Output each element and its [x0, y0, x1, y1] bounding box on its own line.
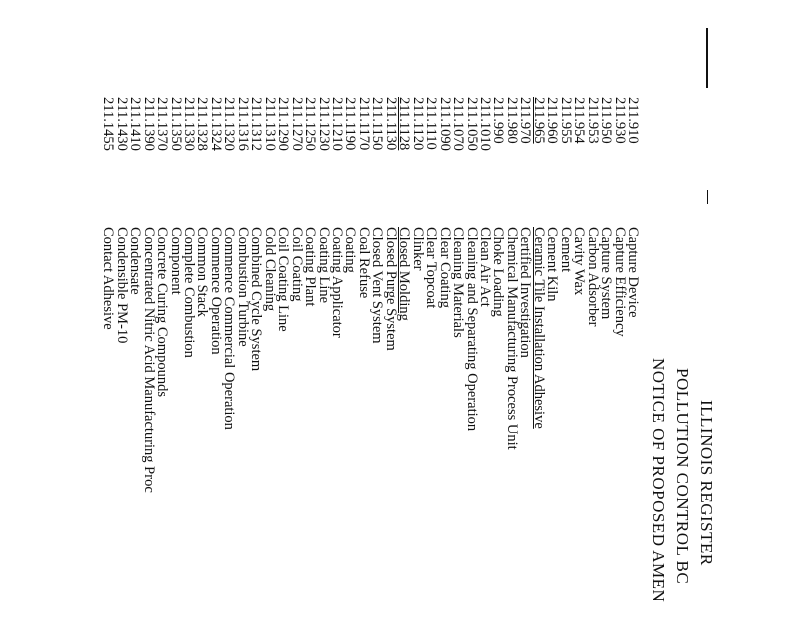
section-term: Certified Investigation — [517, 227, 534, 358]
section-number: 211.1316 — [234, 97, 251, 151]
section-number: 211.1070 — [450, 97, 467, 151]
section-number: 211.1050 — [463, 97, 480, 151]
section-number: 211.1320 — [221, 97, 238, 151]
section-number: 211.950 — [598, 97, 615, 144]
section-number: 211.1250 — [302, 97, 319, 151]
section-number: 211.1390 — [140, 97, 157, 151]
section-number: 211.1290 — [275, 97, 292, 151]
section-term: Coil Coating Line — [275, 227, 292, 332]
section-term: Coil Coating — [288, 227, 305, 302]
section-term: Clear Coating — [436, 227, 453, 308]
section-number: 211.1090 — [436, 97, 453, 151]
section-term: Combustion Turbine — [234, 227, 251, 347]
register-title: ILLINOIS REGISTER — [697, 400, 716, 566]
notice-title: NOTICE OF PROPOSED AMEN — [649, 358, 668, 603]
section-term: Concrete Curing Compounds — [154, 227, 171, 397]
section-number: 211.953 — [584, 97, 601, 144]
section-term: Capture Efficiency — [611, 227, 628, 337]
section-number: 211.1150 — [369, 97, 386, 151]
section-term: Coating — [342, 227, 359, 273]
section-term: Coating Applicator — [329, 227, 346, 338]
section-number: 211.960 — [544, 97, 561, 144]
section-number: 211.1270 — [288, 97, 305, 151]
board-title: POLLUTION CONTROL BC — [673, 368, 692, 585]
section-term: Cleaning and Separating Operation — [463, 227, 480, 432]
section-term: Cleaning Materials — [450, 227, 467, 338]
section-term: Cement — [557, 227, 574, 273]
section-number: 211.1110 — [423, 97, 440, 150]
section-term: Commence Commercial Operation — [221, 227, 238, 430]
section-number: 211.1330 — [181, 97, 198, 151]
section-number: 211.1190 — [342, 97, 359, 151]
section-term: Condensate — [127, 227, 144, 295]
section-term: Chemical Manufacturing Process Unit — [503, 227, 520, 450]
section-term: Clinker — [409, 227, 426, 271]
section-term: Complete Combustion — [181, 227, 198, 358]
section-term: Carbon Adsorber — [584, 227, 601, 327]
section-term: Closed Purge System — [382, 227, 399, 351]
section-number: 211.1230 — [315, 97, 332, 151]
section-number: 211.955 — [557, 97, 574, 144]
section-number: 211.930 — [611, 97, 628, 144]
section-number: 211.1310 — [261, 97, 278, 151]
section-number: 211.990 — [490, 97, 507, 144]
section-term: Coating Line — [315, 227, 332, 304]
section-number: 211.1120 — [409, 97, 426, 151]
header-rule-mark — [707, 190, 708, 204]
section-term: Condensible PM-10 — [113, 227, 130, 344]
section-number: 211.1210 — [329, 97, 346, 151]
section-term: Coating Plant — [302, 227, 319, 307]
section-term: Closed Molding — [396, 227, 413, 321]
section-number: 211.910 — [625, 97, 641, 144]
section-term: Coal Refuse — [355, 227, 372, 299]
section-term: Cavity Wax — [571, 227, 588, 296]
section-number: 211.1324 — [207, 97, 224, 151]
section-number: 211.1350 — [167, 97, 184, 151]
section-number: 211.1410 — [127, 97, 144, 151]
section-number: 211.1130 — [382, 97, 399, 151]
section-term: Combined Cycle System — [248, 227, 265, 372]
section-term: Ceramic Tile Installation Adhesive — [530, 227, 547, 429]
section-term: Component — [167, 227, 184, 295]
section-number: 211.1370 — [154, 97, 171, 151]
section-term: Clear Topcoat — [423, 227, 440, 309]
section-term: Capture System — [598, 227, 615, 320]
section-term: Clean Air Act — [477, 227, 494, 307]
section-number: 211.1010 — [477, 97, 494, 151]
section-term: Common Stack — [194, 227, 211, 317]
section-number: 211.970 — [517, 97, 534, 144]
section-number: 211.1128 — [396, 97, 413, 151]
section-number: 211.1455 — [100, 97, 117, 151]
section-term: Commence Operation — [207, 227, 224, 355]
section-term: Cold Cleaning — [261, 227, 278, 312]
section-number: 211.1328 — [194, 97, 211, 151]
section-number: 211.1430 — [113, 97, 130, 151]
section-term: Contact Adhesive — [100, 227, 117, 330]
section-term: Cement Kiln — [544, 227, 561, 302]
section-number: 211.1312 — [248, 97, 265, 151]
section-term: Choke Loading — [490, 227, 507, 317]
section-term: Closed Vent System — [369, 227, 386, 344]
header-rule-left — [706, 28, 708, 88]
section-term: Concentrated Nitric Acid Manufacturing Proc — [140, 227, 157, 493]
section-number: 211.954 — [571, 97, 588, 144]
section-number: 211.980 — [503, 97, 520, 144]
section-number: 211.1170 — [355, 97, 372, 151]
section-number: 211.965 — [530, 97, 547, 144]
section-term: Capture Device — [625, 227, 641, 318]
